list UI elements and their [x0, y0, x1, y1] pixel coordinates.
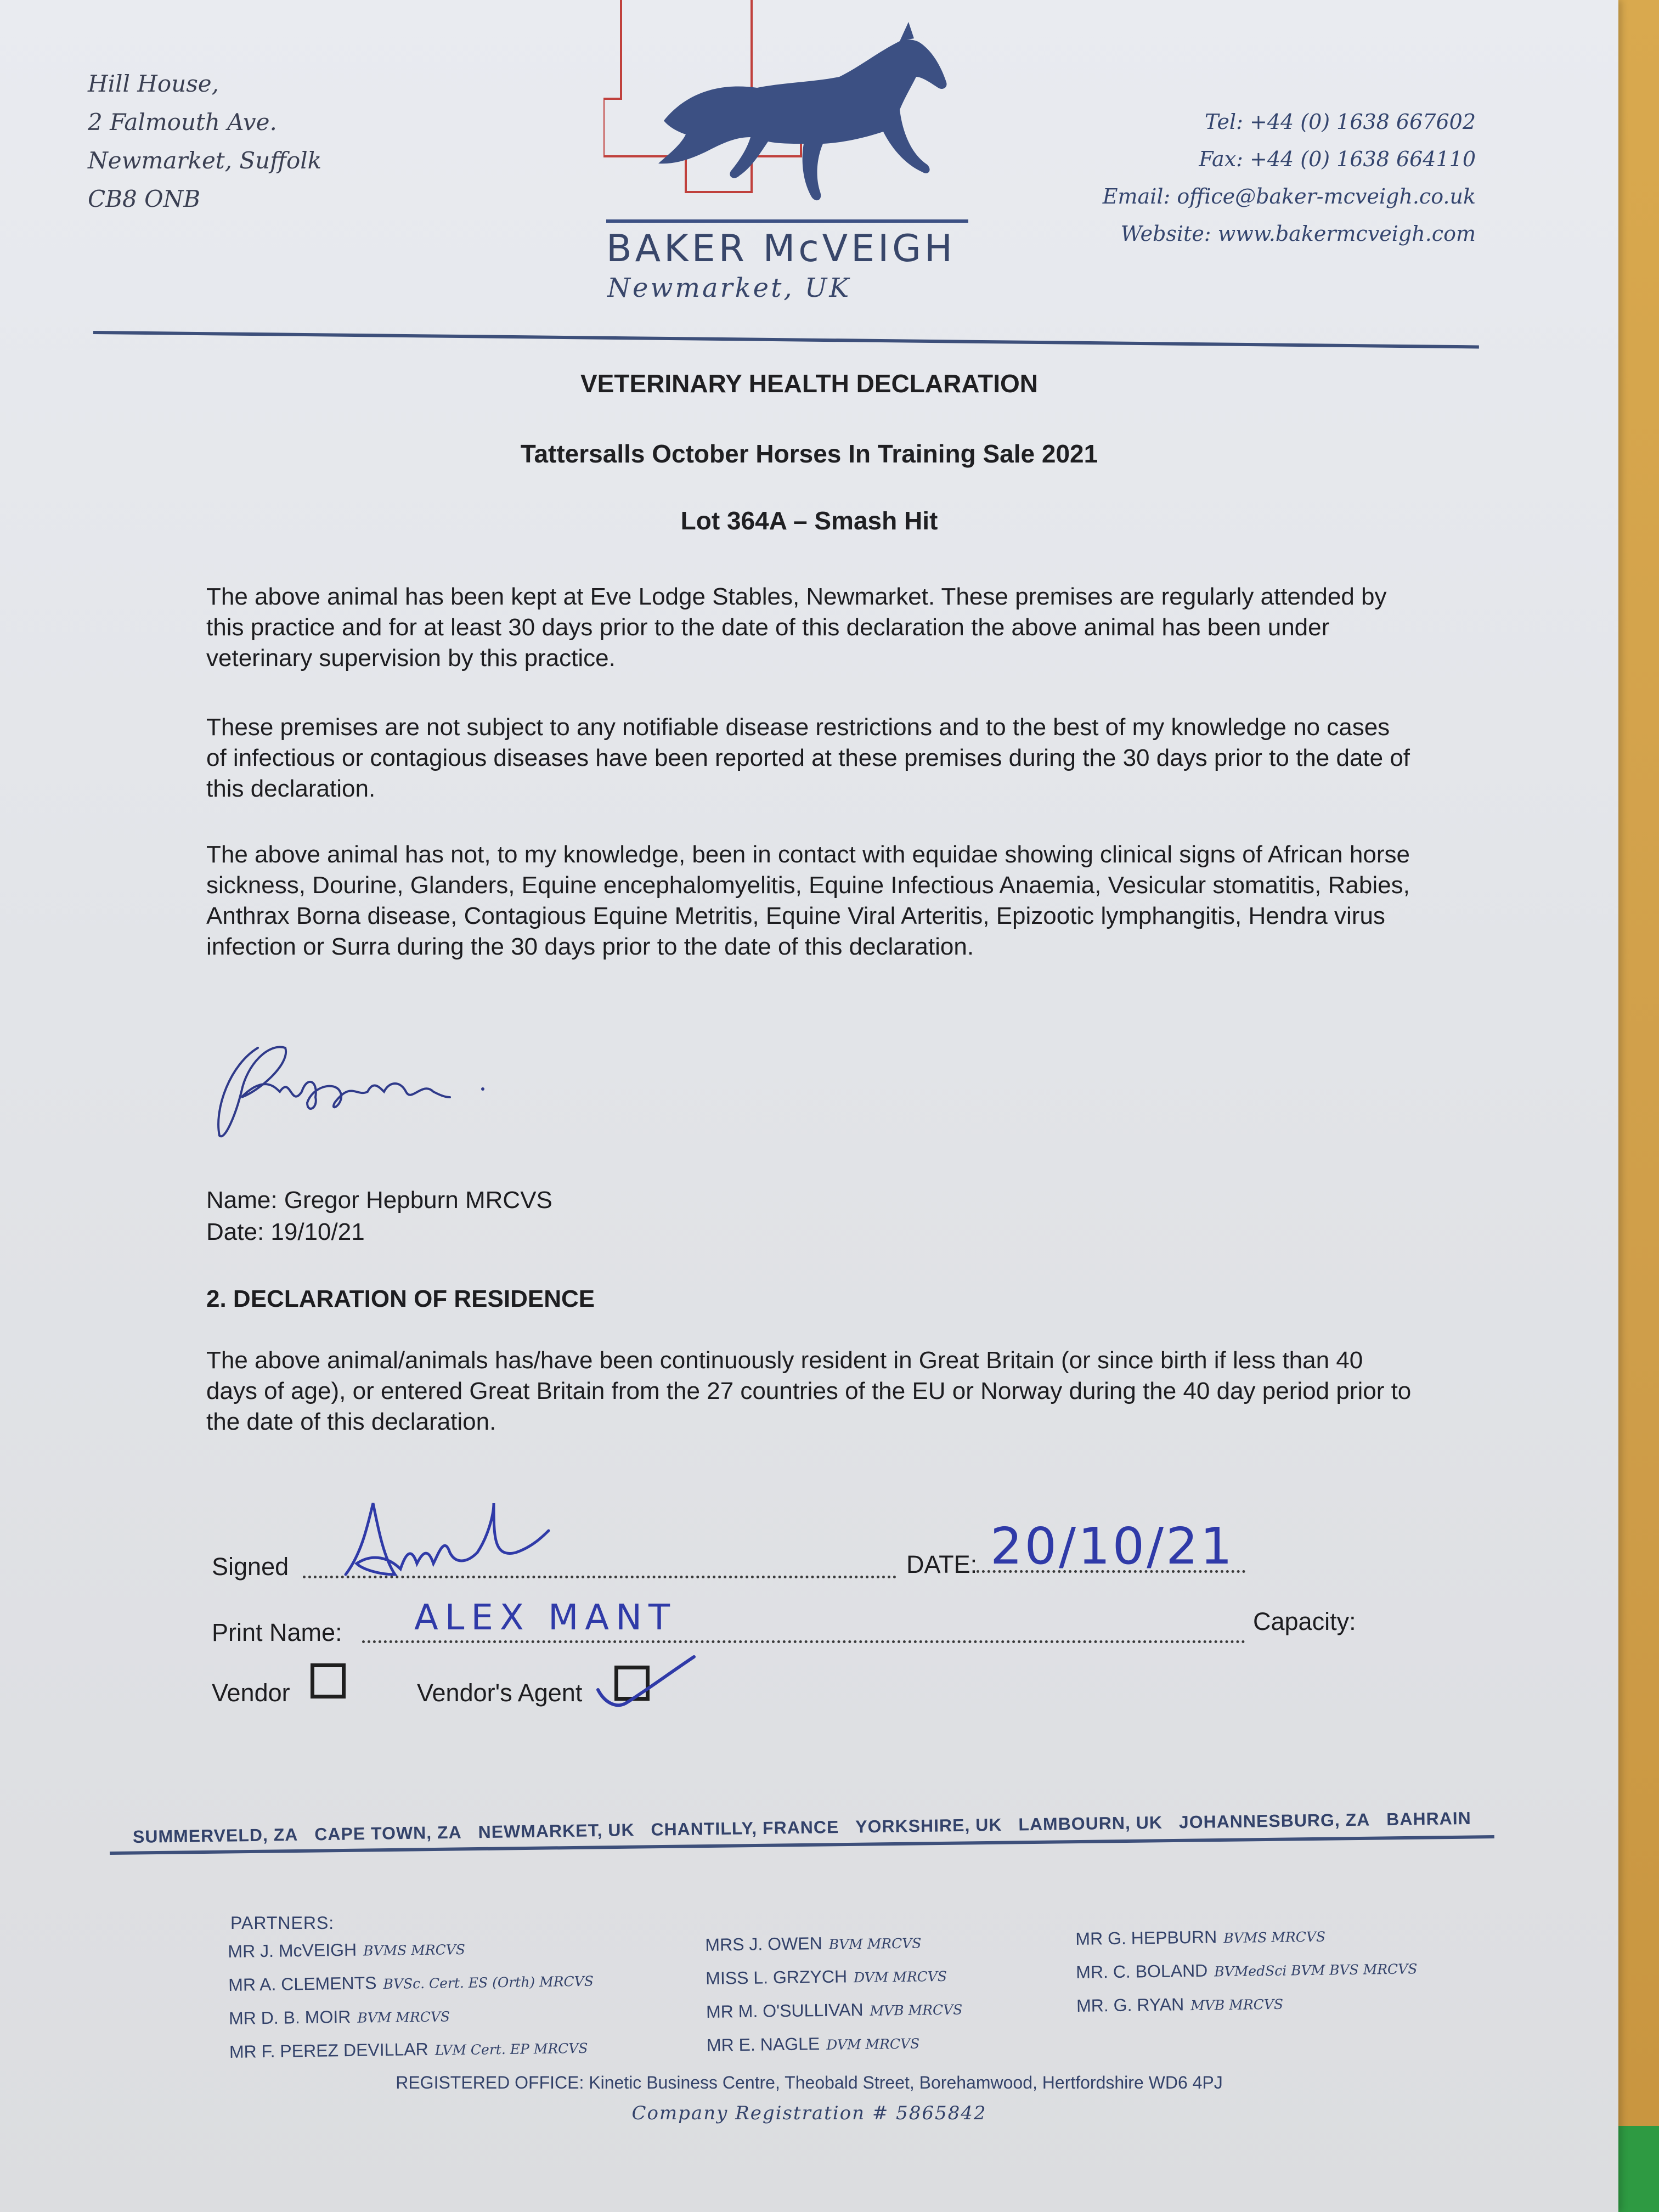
office-locations — [133, 1808, 1471, 1847]
section-heading: 2. DECLARATION OF RESIDENCE — [206, 1285, 595, 1312]
company-registration: Company Registration # 5865842 — [631, 2102, 987, 2124]
address-line: Hill House, — [88, 70, 219, 97]
brand-name: BAKER McVEIGH — [606, 227, 956, 270]
date-value: 20/10/21 — [990, 1517, 1235, 1576]
contact-website: Website: www.bakermcveigh.com — [1120, 222, 1476, 246]
residence-paragraph: The above animal/animals has/have been continuously resident in Great Britain (or since birth if less than 40 days of age), or entered Great Britain from the 27 countries of the EU or Norway during the 40 day period prior to the date of this declaration. — [206, 1347, 1412, 1435]
partner-entry: MR J. McVEIGH BVMS MRCVS — [228, 1939, 466, 1961]
partners-column — [705, 1925, 963, 2062]
contact-tel: Tel: +44 (0) 1638 667602 — [1205, 110, 1476, 134]
brand-location: Newmarket, UK — [607, 273, 851, 303]
lot-title: Lot 364A – Smash Hit — [680, 506, 938, 535]
partner-entry: MR. G. RYAN MVB MRCVS — [1076, 1994, 1284, 2016]
partner-entry: MRS J. OWEN BVM MRCVS — [705, 1933, 922, 1955]
city: NEWMARKET, UK — [478, 1820, 635, 1842]
address-line: CB8 ONB — [88, 185, 201, 212]
print-name-value: ALEX MANT — [414, 1598, 677, 1638]
partner-entry: MR M. O'SULLIVAN MVB MRCVS — [706, 1999, 963, 2022]
partners-label: PARTNERS: — [230, 1913, 335, 1933]
city: SUMMERVELD, ZA — [132, 1824, 298, 1847]
checkmark-icon — [592, 1651, 702, 1712]
print-name-field[interactable] — [362, 1640, 1245, 1643]
horse-cross-logo-icon — [603, 0, 966, 236]
partner-entry: MR A. CLEMENTS BVSc. Cert. ES (Orth) MRCVS — [228, 1973, 594, 1995]
print-name-label: Print Name: — [212, 1618, 342, 1646]
document-title: VETERINARY HEALTH DECLARATION — [580, 369, 1038, 398]
city: JOHANNESBURG, ZA — [1178, 1809, 1370, 1832]
vendor-label: Vendor — [212, 1679, 290, 1707]
partner-entry: MR D. B. MOIR BVM MRCVS — [228, 2006, 450, 2028]
vendor-checkbox[interactable] — [311, 1663, 346, 1699]
paragraph: These premises are not subject to any notifiable disease restrictions and to the best of my knowledge no cases of infectious or contagious diseases have been reported at these premises during the 30 days prior to the date of this declaration. — [206, 714, 1410, 802]
brand-block — [606, 219, 968, 303]
address-line: Newmarket, Suffolk — [88, 147, 322, 174]
partner-entry: MISS L. GRZYCH DVM MRCVS — [706, 1966, 947, 1988]
partner-entry: MR G. HEPBURN BVMS MRCVS — [1075, 1927, 1326, 1949]
city: CHANTILLY, FRANCE — [651, 1817, 839, 1839]
partner-entry: MR E. NAGLE DVM MRCVS — [706, 2034, 920, 2055]
partners-column — [1075, 1918, 1418, 2023]
vet-signature-icon — [208, 1031, 494, 1147]
contact-block — [1103, 103, 1476, 252]
date-label: DATE: — [906, 1550, 978, 1578]
vet-date: Date: 19/10/21 — [206, 1218, 365, 1245]
header-divider — [93, 331, 1479, 348]
paragraph: The above animal has not, to my knowledge, been in contact with equidae showing clinical signs of African horse sickness, Dourine, Glanders, Equine encephalomyelitis, Equine Infectious Anaemia, Vesicular stomatitis, Rabies, Anthrax Borna disease, Contagious Equine Metritis, Equine Viral Arteritis, Epizootic lymphangitis, Hendra virus infection or Surra during the 30 days prior to the date of this declaration. — [206, 841, 1410, 960]
signed-signature-icon — [329, 1492, 560, 1585]
address-line: 2 Falmouth Ave. — [88, 109, 277, 136]
city: YORKSHIRE, UK — [855, 1814, 1002, 1837]
contact-email: Email: office@baker-mcveigh.co.uk — [1102, 184, 1476, 208]
paragraph: The above animal has been kept at Eve Lodge Stables, Newmarket. These premises are regularly attended by this practice and for at least 30 days prior to the date of this declaration the above animal has been under veterinary supervision by this practice. — [206, 583, 1387, 672]
sale-title: Tattersalls October Horses In Training Sale 2021 — [520, 439, 1098, 468]
partner-entry: MR F. PEREZ DEVILLAR LVM Cert. EP MRCVS — [229, 2039, 588, 2062]
vendors-agent-label: Vendor's Agent — [417, 1679, 583, 1707]
vet-name: Name: Gregor Hepburn MRCVS — [206, 1187, 552, 1214]
capacity-label: Capacity: — [1253, 1607, 1356, 1635]
partner-entry: MR. C. BOLAND BVMedSci BVM BVS MRCVS — [1076, 1960, 1418, 1982]
address-block — [88, 65, 321, 218]
city: CAPE TOWN, ZA — [314, 1822, 462, 1844]
contact-fax: Fax: +44 (0) 1638 664110 — [1199, 147, 1476, 171]
city: BAHRAIN — [1386, 1808, 1472, 1830]
city: LAMBOURN, UK — [1018, 1812, 1163, 1835]
signed-label: Signed — [212, 1553, 289, 1581]
partners-column — [228, 1931, 595, 2069]
registered-office: REGISTERED OFFICE: Kinetic Business Centre, Theobald Street, Borehamwood, Hertfordshire WD6 4PJ — [396, 2073, 1223, 2092]
